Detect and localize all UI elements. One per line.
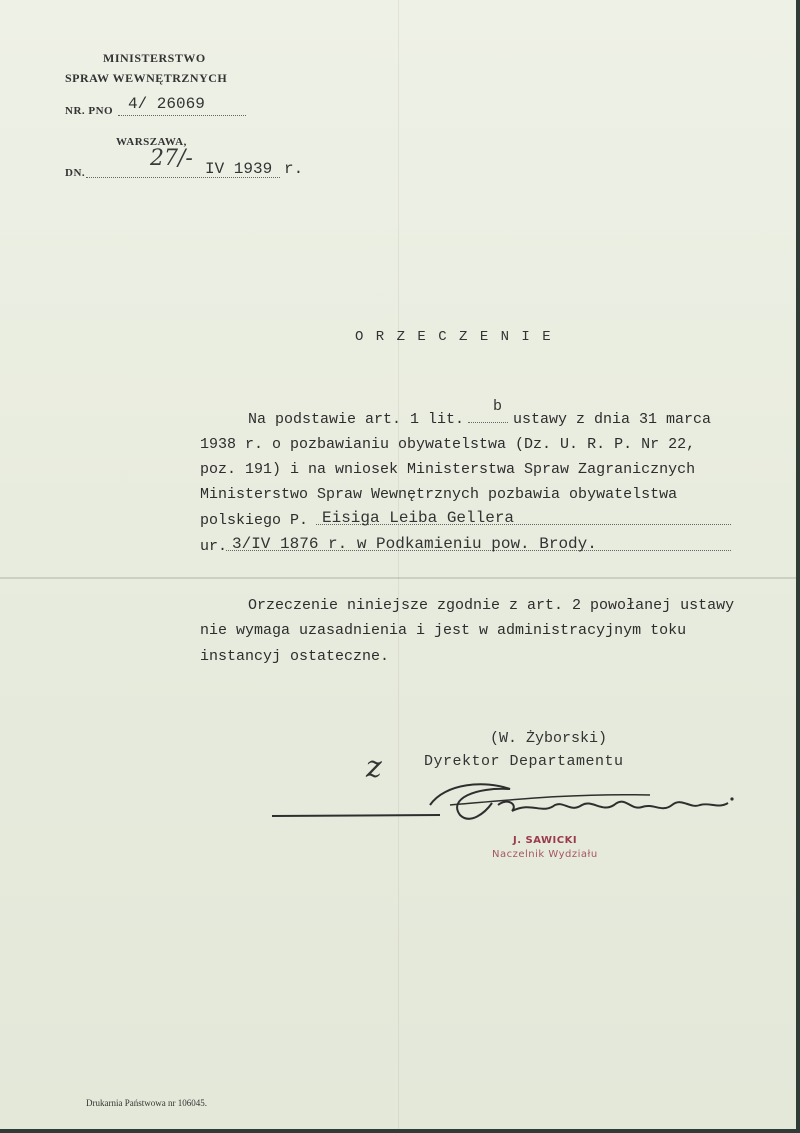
- place-label: WARSZAWA,: [116, 136, 187, 148]
- para1-line5-start: polskiego P.: [200, 512, 309, 529]
- birth-info: 3/IV 1876 r. w Podkamieniu pow. Brody.: [232, 535, 597, 553]
- printer-footer: Drukarnia Państwowa nr 106045.: [86, 1098, 207, 1108]
- reference-number: 4/ 26069: [128, 95, 205, 113]
- scan-edge-bottom: [0, 1129, 800, 1133]
- paper-fold-vertical: [398, 0, 399, 1133]
- date-label: DN.: [65, 167, 86, 179]
- signatory-role: Dyrektor Departamentu: [424, 753, 624, 770]
- scan-edge-right: [796, 0, 800, 1133]
- date-day-handwritten: 27/-: [150, 146, 193, 171]
- date-month-year: IV 1939: [205, 160, 273, 178]
- para2-line3: instancyj ostateczne.: [200, 648, 390, 665]
- handwritten-signature: [270, 775, 740, 835]
- document-title: O R Z E C Z E N I E: [355, 329, 553, 345]
- ministry-name-line2: SPRAW WEWNĘTRZNYCH: [65, 71, 228, 85]
- za-mark-handwritten: z: [366, 750, 382, 785]
- signature-stroke-icon: [270, 775, 740, 835]
- para1-line3: poz. 191) i na wniosek Ministerstwa Spraw Zagranicznych: [200, 461, 696, 478]
- para1-line2: 1938 r. o pozbawianiu obywatelstwa (Dz. U. R. P. Nr 22,: [200, 436, 696, 453]
- person-name: Eisiga Leiba Gellera: [322, 509, 515, 527]
- signatory-name: (W. Żyborski): [490, 730, 608, 747]
- para1-line1-start: Na podstawie art. 1 lit.: [248, 411, 465, 428]
- para1-line1-end: ustawy z dnia 31 marca: [513, 411, 712, 428]
- para2-line1: Orzeczenie niniejsze zgodnie z art. 2 powołanej ustawy: [248, 597, 735, 614]
- nr-label: NR. PNO: [65, 105, 114, 117]
- para2-line2: nie wymaga uzasadnienia i jest w administracyjnym toku: [200, 622, 687, 639]
- stamp-line1: J. SAWICKI: [513, 835, 578, 846]
- paper-fold-horizontal: [0, 577, 800, 579]
- ministry-name-line1: MINISTERSTWO: [103, 51, 206, 65]
- para1-line4: Ministerstwo Spraw Wewnętrznych pozbawia obywatelstwa: [200, 486, 678, 503]
- date-suffix: r.: [284, 160, 304, 178]
- stamp-line2: Naczelnik Wydziału: [492, 849, 598, 860]
- article-letter: b: [493, 398, 503, 415]
- para1-line6-start: ur.: [200, 538, 228, 555]
